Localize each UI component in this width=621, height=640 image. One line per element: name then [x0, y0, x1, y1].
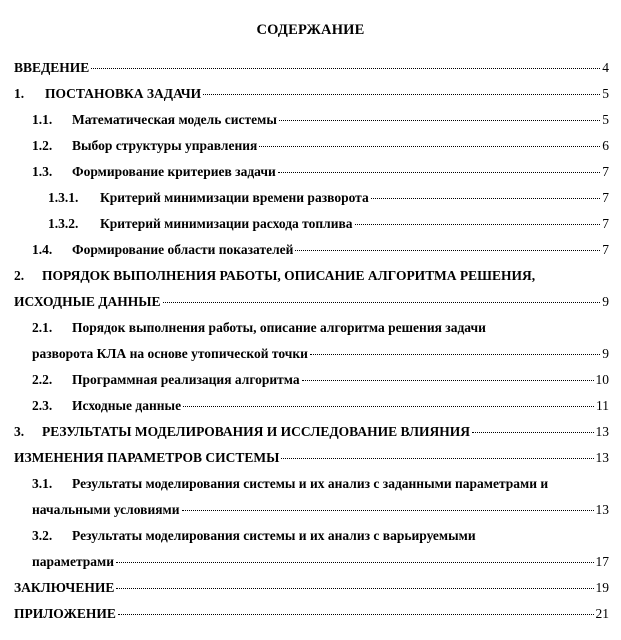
- toc-entry-text: Выбор структуры управления: [72, 138, 258, 153]
- toc-entry-page: 19: [595, 580, 609, 595]
- toc-entry-number: 2.2.: [32, 372, 53, 387]
- leader-dots: [91, 68, 600, 69]
- toc-entry-number: 1.2.: [32, 138, 53, 153]
- toc-entry-page: 10: [595, 372, 609, 387]
- toc-entry-3-continued[interactable]: [14, 450, 609, 466]
- toc-entry-page: 4: [602, 60, 609, 75]
- toc-entry-text-continued: параметрами: [32, 554, 115, 569]
- toc-entry-page: 13: [595, 424, 609, 439]
- leader-dots: [279, 120, 600, 121]
- toc-entry-1-3-2[interactable]: [48, 216, 609, 232]
- toc-entry-2[interactable]: [14, 294, 609, 310]
- leader-dots: [203, 94, 600, 95]
- toc-entry-page: 7: [602, 164, 609, 179]
- toc-entry-text: Критерий минимизации времени разворота: [100, 190, 369, 205]
- toc-entry-number: 1.: [14, 86, 25, 101]
- toc-entry-2-1[interactable]: [32, 346, 609, 362]
- leader-dots: [371, 198, 601, 199]
- toc-entry-3-2-line1[interactable]: [32, 528, 476, 544]
- toc-entry-page: 9: [602, 346, 609, 361]
- toc-entry-page: 21: [595, 606, 609, 621]
- leader-dots: [259, 146, 600, 147]
- toc-entry-text: Математическая модель системы: [72, 112, 277, 127]
- toc-entry-text: Формирование области показателей: [72, 242, 294, 257]
- toc-entry-text: Результаты моделирования системы и их анализ с заданными параметрами и: [72, 476, 549, 491]
- toc-title: СОДЕРЖАНИЕ: [256, 22, 365, 38]
- toc-entry-number: 3.: [14, 424, 25, 439]
- toc-entry-page: 5: [602, 86, 609, 101]
- toc-entry-2-2[interactable]: [32, 372, 609, 388]
- toc-entry-1-3[interactable]: [32, 164, 609, 180]
- leader-dots: [182, 510, 594, 511]
- toc-entry-text: Исходные данные: [72, 398, 182, 413]
- leader-dots: [472, 432, 594, 433]
- toc-entry-text: ПОСТАНОВКА ЗАДАЧИ: [45, 86, 202, 101]
- toc-entry-number: 2.1.: [32, 320, 53, 335]
- toc-entry-text: РЕЗУЛЬТАТЫ МОДЕЛИРОВАНИЯ И ИССЛЕДОВАНИЕ ВЛИЯНИЯ: [42, 424, 470, 439]
- toc-entry-text: Результаты моделирования системы и их анализ с варьируемыми: [72, 528, 476, 543]
- toc-entry-2-line1[interactable]: [14, 268, 535, 284]
- leader-dots: [302, 380, 594, 381]
- toc-entry-page: 13: [595, 502, 609, 517]
- toc-entry-page: 7: [602, 190, 609, 205]
- toc-entry-page: 17: [595, 554, 609, 569]
- toc-entry-number: 2.: [14, 268, 25, 283]
- toc-entry-2-1-line1[interactable]: [32, 320, 486, 336]
- toc-entry-page: 13: [595, 450, 609, 465]
- toc-entry-page: 5: [602, 112, 609, 127]
- toc-entry-text: ЗАКЛЮЧЕНИЕ: [14, 580, 115, 595]
- leader-dots: [116, 588, 593, 589]
- toc-entry-text: ПРИЛОЖЕНИЕ: [14, 606, 116, 621]
- toc-entry-text: Формирование критериев задачи: [72, 164, 276, 179]
- toc-entry-text: Критерий минимизации расхода топлива: [100, 216, 353, 231]
- toc-entry-number: 1.3.2.: [48, 216, 79, 231]
- toc-entry-intro[interactable]: [14, 60, 609, 76]
- leader-dots: [281, 458, 593, 459]
- toc-entry-3-1[interactable]: [32, 502, 609, 518]
- leader-dots: [295, 250, 600, 251]
- toc-entry-page: 6: [602, 138, 609, 153]
- toc-entry-number: 1.3.1.: [48, 190, 79, 205]
- toc-entry-text-continued: ИСХОДНЫЕ ДАННЫЕ: [14, 294, 161, 309]
- leader-dots: [355, 224, 601, 225]
- leader-dots: [116, 562, 593, 563]
- toc-entry-3-2[interactable]: [32, 554, 609, 570]
- leader-dots: [163, 302, 601, 303]
- toc-entry-text: Программная реализация алгоритма: [72, 372, 300, 387]
- toc-entry-text-continued: начальными условиями: [32, 502, 180, 517]
- leader-dots: [118, 614, 594, 615]
- toc-entry-2-3[interactable]: [32, 398, 609, 414]
- toc-entry-page: 7: [602, 216, 609, 231]
- toc-entry-number: 1.3.: [32, 164, 53, 179]
- toc-entry-number: 1.1.: [32, 112, 53, 127]
- toc-entry-page: 9: [602, 294, 609, 309]
- toc-entry-1[interactable]: [14, 86, 609, 102]
- leader-dots: [278, 172, 601, 173]
- toc-entry-1-1[interactable]: [32, 112, 609, 128]
- toc-entry-page: 11: [596, 398, 609, 413]
- toc-entry-page: 7: [602, 242, 609, 257]
- leader-dots: [183, 406, 594, 407]
- toc-entry-text: Порядок выполнения работы, описание алгоритма решения задачи: [72, 320, 486, 335]
- toc-entry-1-3-1[interactable]: [48, 190, 609, 206]
- toc-entry-1-2[interactable]: [32, 138, 609, 154]
- toc-entry-appendix[interactable]: [14, 606, 609, 622]
- toc-entry-number: 3.2.: [32, 528, 53, 543]
- toc-entry-number: 1.4.: [32, 242, 53, 257]
- toc-entry-3[interactable]: [14, 424, 609, 440]
- toc-entry-1-4[interactable]: [32, 242, 609, 258]
- toc-entry-text: ПОРЯДОК ВЫПОЛНЕНИЯ РАБОТЫ, ОПИСАНИЕ АЛГОРИТМА РЕШЕНИЯ,: [42, 268, 536, 283]
- toc-entry-3-1-line1[interactable]: [32, 476, 548, 492]
- toc-entry-text: ИЗМЕНЕНИЯ ПАРАМЕТРОВ СИСТЕМЫ: [14, 450, 280, 465]
- toc-entry-text: ВВЕДЕНИЕ: [14, 60, 90, 75]
- toc-entry-conclusion[interactable]: [14, 580, 609, 596]
- leader-dots: [310, 354, 600, 355]
- toc-entry-text-continued: разворота КЛА на основе утопической точки: [32, 346, 308, 361]
- toc-entry-number: 2.3.: [32, 398, 53, 413]
- toc-entry-number: 3.1.: [32, 476, 53, 491]
